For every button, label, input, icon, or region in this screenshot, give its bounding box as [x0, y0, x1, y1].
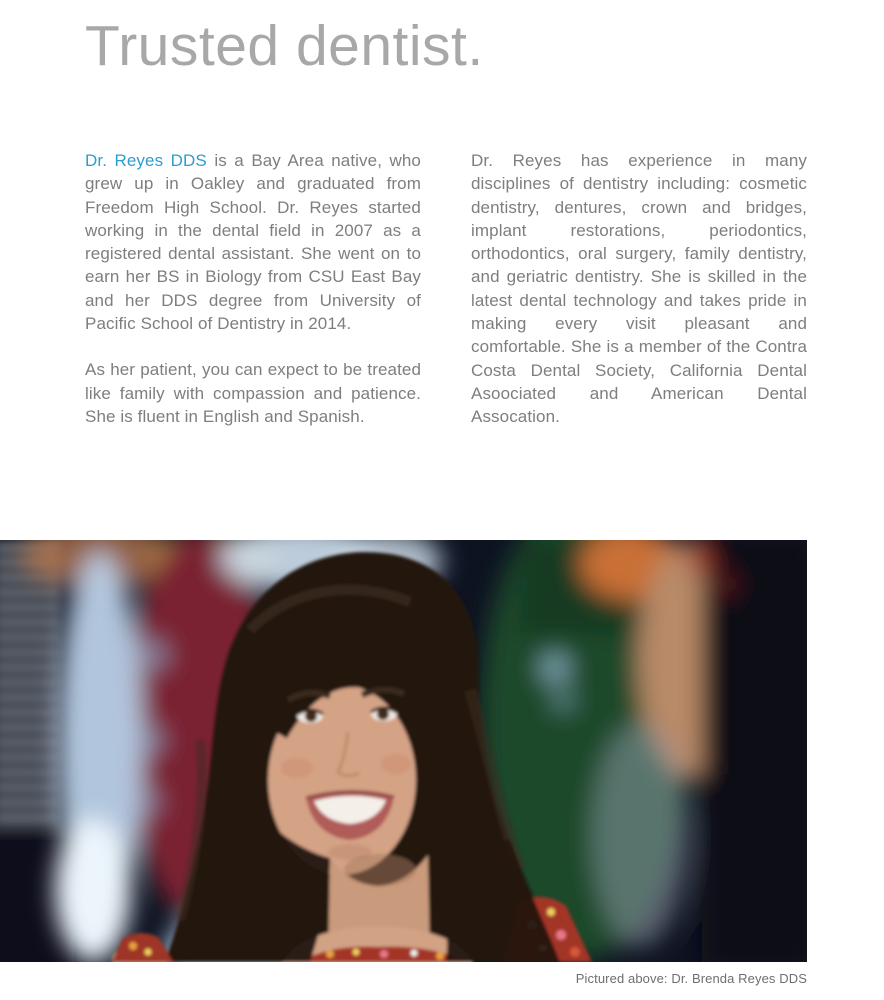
bio-paragraph-2: As her patient, you can expect to be treated like family with compassion and patience. She is fluent in English and Spanish. — [85, 360, 421, 426]
portrait-illustration — [0, 540, 807, 962]
bio-paragraph-1 — [85, 149, 421, 335]
bio-column-right — [471, 149, 807, 429]
bio-paragraph-1-text: is a Bay Area native, who grew up in Oakley and graduated from Freedom High School. Dr. Reyes started working in the dental field in 2007 as a registered dental assistant. She went on to earn her BS in Biology from CSU East Bay and her DDS degree from University of Pacific School of Dentistry in 2014. — [85, 151, 421, 334]
bio-column-left — [85, 149, 421, 429]
page-title: Trusted dentist. — [85, 14, 484, 78]
dr-reyes-link[interactable]: Dr. Reyes DDS — [85, 151, 207, 170]
photo-caption: Pictured above: Dr. Brenda Reyes DDS — [575, 971, 807, 986]
dentist-photo — [0, 540, 807, 962]
bio-paragraph-3: Dr. Reyes has experience in many disciplines of dentistry including: cosmetic dentistry, dentures, crown and bridges, implant restorations, periodontics, orthodontics, oral surgery, family dentistry, and geriatric dentistry. She is skilled in the latest dental technology and takes pride in making every visit pleasant and comfortable. She is a member of the Contra Costa Dental Society, California Dental Asoociated and American Dental Assocation. — [471, 151, 807, 427]
bio-columns — [85, 149, 807, 429]
